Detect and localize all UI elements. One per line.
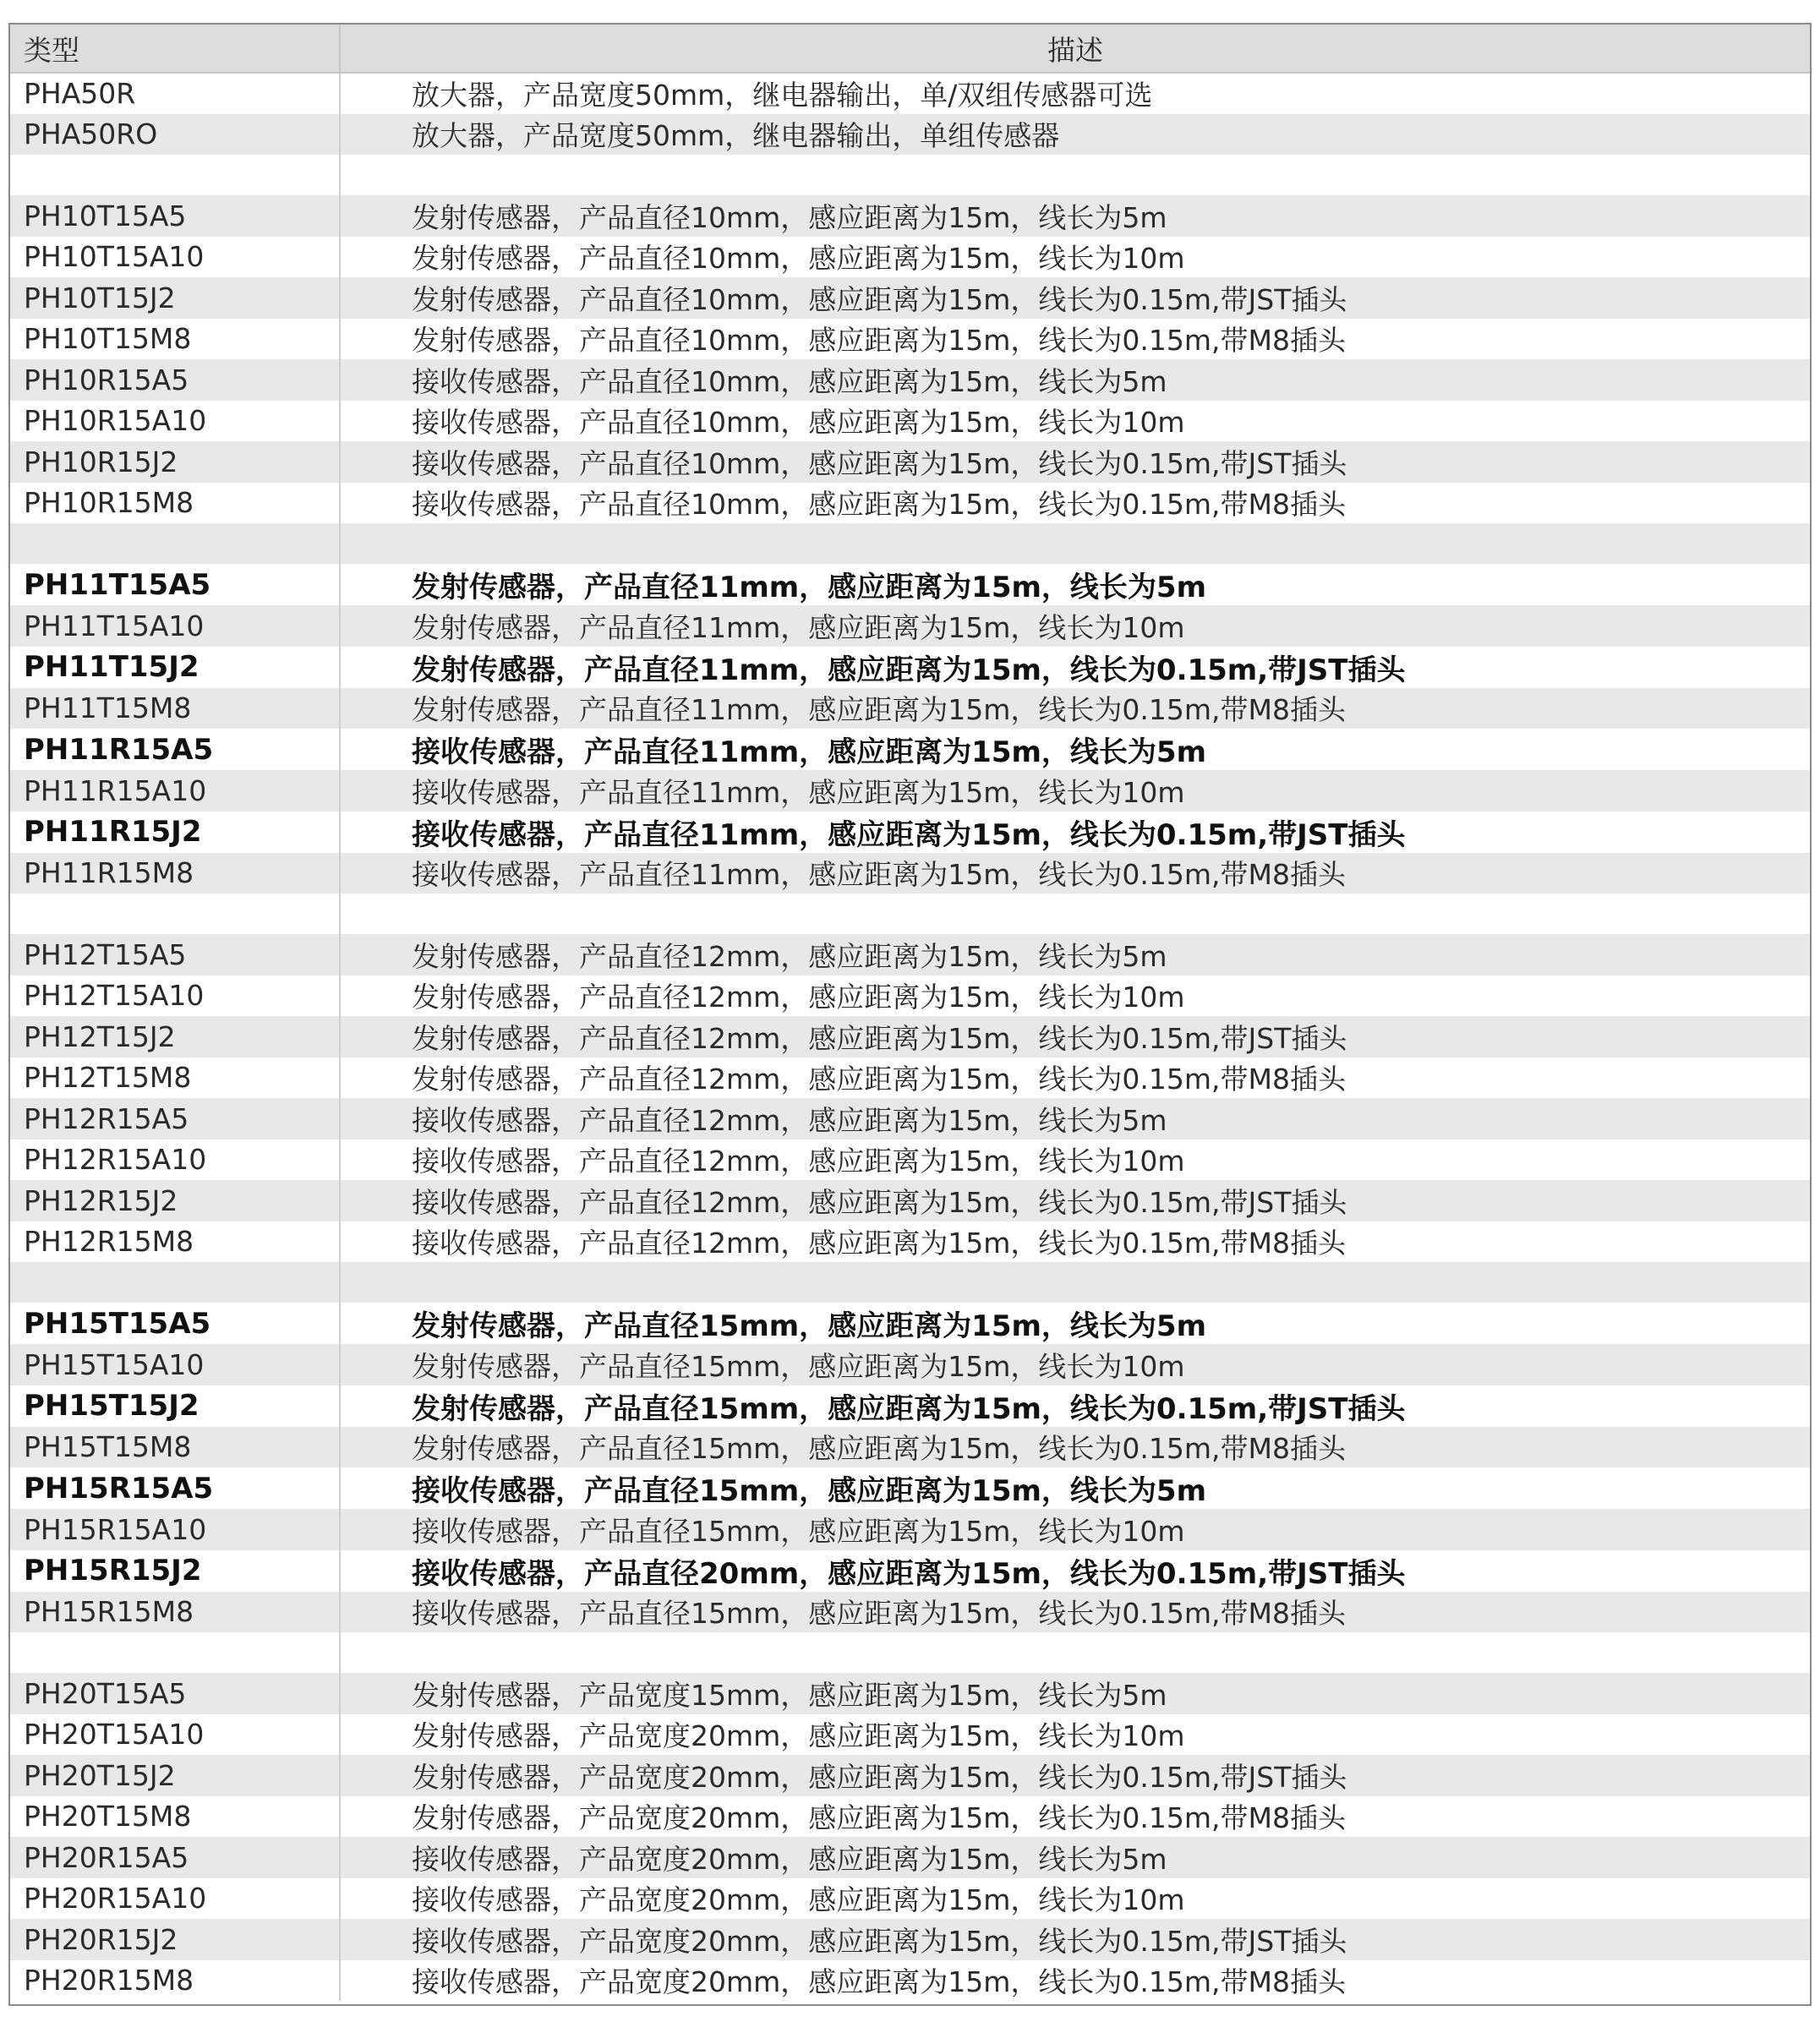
cell-description: 接收传感器，产品直径10mm，感应距离为15m，线长为0.15m,带M8插头 (412, 488, 1347, 522)
cell-description: 发射传感器，产品直径10mm，感应距离为15m，线长为0.15m,带M8插头 (412, 324, 1347, 358)
cell-type: PH11T15M8 (10, 688, 340, 730)
table-header-row (10, 25, 1810, 73)
cell-description: 接收传感器，产品宽度20mm，感应距离为15m，线长为5m (412, 1842, 1167, 1876)
cell-description: 接收传感器，产品直径11mm，感应距离为15m，线长为0.15m,带JST插头 (412, 817, 1406, 852)
cell-description (340, 1262, 1810, 1303)
table-row (10, 1221, 1810, 1263)
cell-description: 接收传感器，产品直径20mm，感应距离为15m，线长为0.15m,带JST插头 (412, 1556, 1406, 1591)
cell-type: PH11R15A5 (10, 729, 340, 770)
cell-type: PHA50RO (10, 114, 340, 156)
cell-description: 发射传感器，产品直径15mm，感应距离为15m，线长为0.15m,带JST插头 (412, 1391, 1406, 1426)
table-row (10, 647, 1810, 688)
table-row (10, 1509, 1810, 1550)
table-row (10, 401, 1810, 442)
table-row (10, 1714, 1810, 1756)
cell-description: 发射传感器，产品直径12mm，感应距离为15m，线长为0.15m,带M8插头 (412, 1063, 1347, 1096)
table-row (10, 1344, 1810, 1385)
table-row (10, 1057, 1810, 1099)
cell-type: PH15T15J2 (10, 1385, 340, 1427)
cell-type (10, 1262, 340, 1303)
cell-type: PH15R15J2 (10, 1550, 340, 1592)
cell-type (10, 1632, 340, 1673)
cell-type: PH11T15A5 (10, 564, 340, 605)
cell-type: PH15T15M8 (10, 1427, 340, 1468)
cell-description: 发射传感器，产品直径10mm，感应距离为15m，线长为10m (412, 242, 1185, 276)
cell-description: 接收传感器，产品宽度20mm，感应距离为15m，线长为0.15m,带M8插头 (412, 1965, 1347, 1999)
table-row (10, 1592, 1810, 1633)
cell-description: 接收传感器，产品直径12mm，感应距离为15m，线长为0.15m,带M8插头 (412, 1227, 1347, 1260)
table-row (10, 1878, 1810, 1920)
header-type: 类型 (10, 25, 340, 73)
cell-type: PH20R15A10 (10, 1878, 340, 1920)
cell-description: 发射传感器，产品直径15mm，感应距离为15m，线长为5m (412, 1309, 1206, 1343)
table-row (10, 1796, 1810, 1838)
table-row (10, 277, 1810, 319)
cell-description: 发射传感器，产品直径15mm，感应距离为15m，线长为10m (412, 1349, 1185, 1383)
table-row (10, 1385, 1810, 1427)
spacer-row (10, 523, 1810, 564)
cell-type: PH15R15M8 (10, 1592, 340, 1633)
cell-description (340, 1632, 1810, 1673)
table-row (10, 1467, 1810, 1509)
cell-type: PH11R15A10 (10, 770, 340, 812)
cell-type (10, 523, 340, 564)
header-description: 描述 (340, 25, 1810, 73)
cell-description: 发射传感器，产品直径12mm，感应距离为15m，线长为10m (412, 981, 1185, 1014)
cell-type: PH20T15M8 (10, 1796, 340, 1838)
cell-type (10, 155, 340, 195)
product-table (10, 25, 1810, 2001)
spacer-row (10, 1632, 1810, 1673)
cell-type: PH10T15J2 (10, 277, 340, 319)
cell-type (10, 894, 340, 934)
table-row (10, 812, 1810, 853)
table-row (10, 483, 1810, 524)
cell-description: 放大器，产品宽度50mm，继电器输出，单组传感器 (412, 119, 1060, 153)
cell-description (340, 523, 1810, 564)
cell-description: 接收传感器，产品直径15mm，感应距离为15m，线长为5m (412, 1474, 1206, 1508)
cell-description: 接收传感器，产品直径15mm，感应距离为15m，线长为0.15m,带M8插头 (412, 1597, 1347, 1631)
table-row (10, 1960, 1810, 2002)
cell-type: PH10R15A5 (10, 359, 340, 401)
cell-type: PH12T15M8 (10, 1057, 340, 1099)
table-row (10, 1303, 1810, 1344)
cell-description: 发射传感器，产品直径12mm，感应距离为15m，线长为0.15m,带JST插头 (412, 1021, 1347, 1055)
cell-description: 接收传感器，产品直径10mm，感应距离为15m，线长为10m (412, 406, 1185, 440)
cell-type: PH11R15M8 (10, 853, 340, 894)
cell-type: PH12T15A5 (10, 934, 340, 975)
cell-description: 发射传感器，产品直径11mm，感应距离为15m，线长为0.15m,带JST插头 (412, 653, 1406, 687)
cell-type: PH20T15A5 (10, 1673, 340, 1714)
table-row (10, 934, 1810, 975)
table-row (10, 1673, 1810, 1714)
cell-type: PH12R15J2 (10, 1180, 340, 1221)
table-row (10, 1098, 1810, 1139)
cell-description: 接收传感器，产品直径12mm，感应距离为15m，线长为0.15m,带JST插头 (412, 1185, 1347, 1219)
cell-description: 接收传感器，产品宽度20mm，感应距离为15m，线长为0.15m,带JST插头 (412, 1924, 1347, 1958)
table-row (10, 319, 1810, 360)
cell-description: 发射传感器，产品直径11mm，感应距离为15m，线长为10m (412, 610, 1185, 644)
cell-description: 发射传感器，产品直径10mm，感应距离为15m，线长为0.15m,带JST插头 (412, 282, 1347, 316)
cell-description (340, 155, 1810, 195)
cell-type: PH11R15J2 (10, 812, 340, 853)
cell-type: PH10T15A5 (10, 195, 340, 237)
cell-description: 发射传感器，产品直径11mm，感应距离为15m，线长为0.15m,带M8插头 (412, 693, 1347, 727)
cell-type: PH20R15A5 (10, 1837, 340, 1878)
cell-description: 发射传感器，产品宽度20mm，感应距离为15m，线长为0.15m,带JST插头 (412, 1760, 1347, 1794)
cell-description: 接收传感器，产品宽度20mm，感应距离为15m，线长为10m (412, 1883, 1185, 1917)
cell-type: PH11T15J2 (10, 647, 340, 688)
cell-type: PH10T15M8 (10, 319, 340, 360)
cell-description: 发射传感器，产品宽度15mm，感应距离为15m，线长为5m (412, 1678, 1167, 1712)
cell-description: 放大器，产品宽度50mm，继电器输出，单/双组传感器可选 (412, 79, 1153, 112)
cell-type: PH12R15A5 (10, 1098, 340, 1139)
cell-type: PH10R15M8 (10, 483, 340, 524)
table-row (10, 605, 1810, 647)
table-row (10, 729, 1810, 770)
spacer-row (10, 1262, 1810, 1303)
table-row (10, 1755, 1810, 1796)
cell-description: 接收传感器，产品直径11mm，感应距离为15m，线长为0.15m,带M8插头 (412, 858, 1347, 892)
cell-type: PHA50R (10, 73, 340, 114)
table-row (10, 770, 1810, 812)
table-row (10, 73, 1810, 114)
cell-description: 接收传感器，产品直径11mm，感应距离为15m，线长为5m (412, 735, 1206, 769)
cell-type: PH12R15A10 (10, 1139, 340, 1181)
cell-type: PH20T15A10 (10, 1714, 340, 1756)
table-row (10, 1427, 1810, 1468)
cell-type: PH20R15J2 (10, 1919, 340, 1960)
table-row (10, 1180, 1810, 1221)
cell-type: PH12T15A10 (10, 975, 340, 1017)
cell-type: PH11T15A10 (10, 605, 340, 647)
cell-type: PH10T15A10 (10, 237, 340, 278)
cell-type: PH12T15J2 (10, 1016, 340, 1057)
table-row (10, 853, 1810, 894)
cell-type: PH20T15J2 (10, 1755, 340, 1796)
cell-type: PH20R15M8 (10, 1960, 340, 2002)
cell-type: PH15T15A10 (10, 1344, 340, 1385)
cell-description: 接收传感器，产品直径10mm，感应距离为15m，线长为0.15m,带JST插头 (412, 446, 1347, 480)
table-row (10, 359, 1810, 401)
cell-description: 发射传感器，产品宽度20mm，感应距离为15m，线长为10m (412, 1719, 1185, 1753)
spacer-row (10, 894, 1810, 934)
table-row (10, 1919, 1810, 1960)
cell-type: PH10R15J2 (10, 441, 340, 483)
table-row (10, 1550, 1810, 1592)
spacer-row (10, 155, 1810, 195)
table-row (10, 975, 1810, 1017)
cell-type: PH15T15A5 (10, 1303, 340, 1344)
cell-description: 接收传感器，产品直径15mm，感应距离为15m，线长为10m (412, 1514, 1185, 1548)
table-row (10, 1139, 1810, 1181)
cell-description: 发射传感器，产品直径10mm，感应距离为15m，线长为5m (412, 200, 1167, 234)
cell-description: 接收传感器，产品直径12mm，感应距离为15m，线长为10m (412, 1145, 1185, 1178)
spec-sheet (8, 23, 1812, 2006)
cell-description: 接收传感器，产品直径11mm，感应距离为15m，线长为10m (412, 775, 1185, 809)
table-row (10, 237, 1810, 278)
cell-description: 发射传感器，产品直径15mm，感应距离为15m，线长为0.15m,带M8插头 (412, 1432, 1347, 1466)
cell-description: 接收传感器，产品直径12mm，感应距离为15m，线长为5m (412, 1103, 1167, 1137)
table-row (10, 1837, 1810, 1878)
table-row (10, 564, 1810, 605)
table-row (10, 441, 1810, 483)
table-row (10, 688, 1810, 730)
cell-description: 发射传感器，产品宽度20mm，感应距离为15m，线长为0.15m,带M8插头 (412, 1801, 1347, 1835)
cell-type: PH10R15A10 (10, 401, 340, 442)
cell-type: PH15R15A5 (10, 1467, 340, 1509)
table-body (10, 73, 1810, 2001)
cell-description: 发射传感器，产品直径12mm，感应距离为15m，线长为5m (412, 939, 1167, 973)
cell-description: 接收传感器，产品直径10mm，感应距离为15m，线长为5m (412, 364, 1167, 398)
cell-type: PH15R15A10 (10, 1509, 340, 1550)
table-row (10, 195, 1810, 237)
cell-type: PH12R15M8 (10, 1221, 340, 1263)
table-row (10, 1016, 1810, 1057)
table-row (10, 114, 1810, 156)
cell-description: 发射传感器，产品直径11mm，感应距离为15m，线长为5m (412, 571, 1206, 604)
cell-description (340, 894, 1810, 934)
